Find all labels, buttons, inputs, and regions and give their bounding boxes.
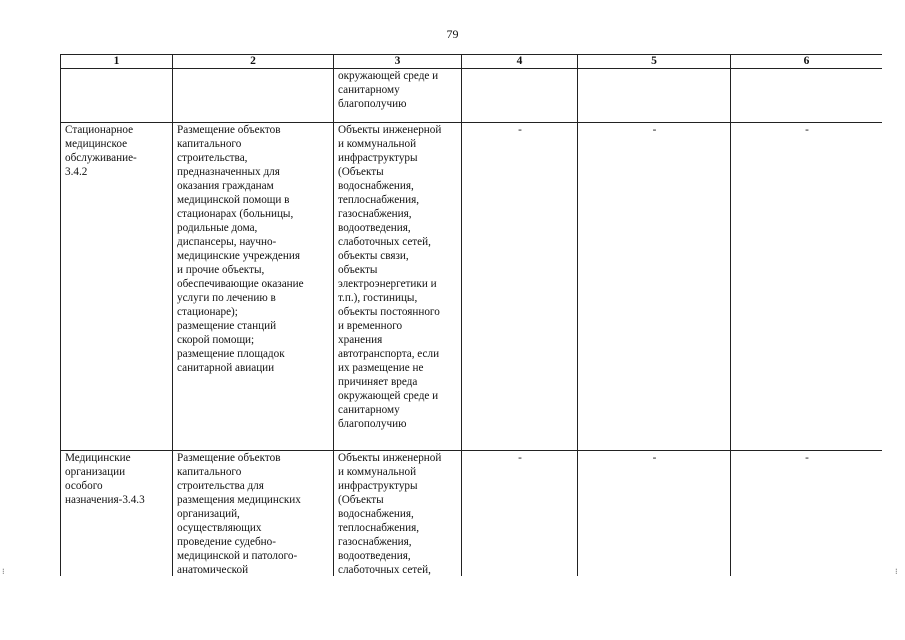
page-number: 79 bbox=[446, 27, 459, 41]
cell-use-type-name: Медицинские организации особого назначения-3.4.3 bbox=[61, 451, 173, 577]
cell-allowed-objects: Объекты инженерной и коммунальной инфраструктуры (Объекты водоснабжения, теплоснабжения, газоснабжения, водоотведения, слаботочных сетей, объекты связи, объекты электроэнергетики и т.п.), гостиницы, объекты постоянного и временного хранения автотранспорта, если их размещение не причиняет вреда окружающей среде и санитарному благополучию bbox=[334, 123, 462, 451]
table-row-continuation bbox=[61, 69, 883, 123]
cell-col-6: - bbox=[731, 451, 883, 577]
header-col-4: 4 bbox=[462, 55, 578, 69]
header-col-3: 3 bbox=[334, 55, 462, 69]
cell-empty bbox=[578, 69, 731, 123]
cell-empty bbox=[173, 69, 334, 123]
header-col-1: 1 bbox=[61, 55, 173, 69]
cell-empty bbox=[61, 69, 173, 123]
header-col-6: 6 bbox=[731, 55, 883, 69]
header-col-5: 5 bbox=[578, 55, 731, 69]
cell-use-description: Размещение объектов капитального строительства, предназначенных для оказания гражданам медицинской помощи в стационарах (больницы, родильные дома, диспансеры, научно- медицинские учреждения и прочие объекты, обеспечивающие оказание услуги по лечению в стационаре); размещение станций скорой помощи; размещение площадок санитарной авиации bbox=[173, 123, 334, 451]
regulations-table bbox=[60, 54, 882, 576]
cell-allowed-objects: Объекты инженерной и коммунальной инфраструктуры (Объекты водоснабжения, теплоснабжения, газоснабжения, водоотведения, слаботочных сетей, bbox=[334, 451, 462, 577]
cell-use-type-name: Стационарное медицинское обслуживание- 3.4.2 bbox=[61, 123, 173, 451]
cell-empty bbox=[731, 69, 883, 123]
cell-empty bbox=[462, 69, 578, 123]
left-margin-mark: ⁝ bbox=[2, 567, 5, 576]
cell-col-5: - bbox=[578, 451, 731, 577]
header-col-2: 2 bbox=[173, 55, 334, 69]
cell-col-5: - bbox=[578, 123, 731, 451]
table-row bbox=[61, 451, 883, 577]
cell-col-6: - bbox=[731, 123, 883, 451]
table-wrapper bbox=[60, 54, 882, 576]
table-header-row bbox=[61, 55, 883, 69]
right-margin-mark: ⁝ bbox=[895, 567, 898, 576]
cell-use-description: Размещение объектов капитального строительства для размещения медицинских организаций, осуществляющих проведение судебно- медицинской и патолого- анатомической bbox=[173, 451, 334, 577]
cell-allowed-continuation: окружающей среде и санитарному благополучию bbox=[334, 69, 462, 123]
cell-col-4: - bbox=[462, 123, 578, 451]
cell-col-4: - bbox=[462, 451, 578, 577]
table-row bbox=[61, 123, 883, 451]
